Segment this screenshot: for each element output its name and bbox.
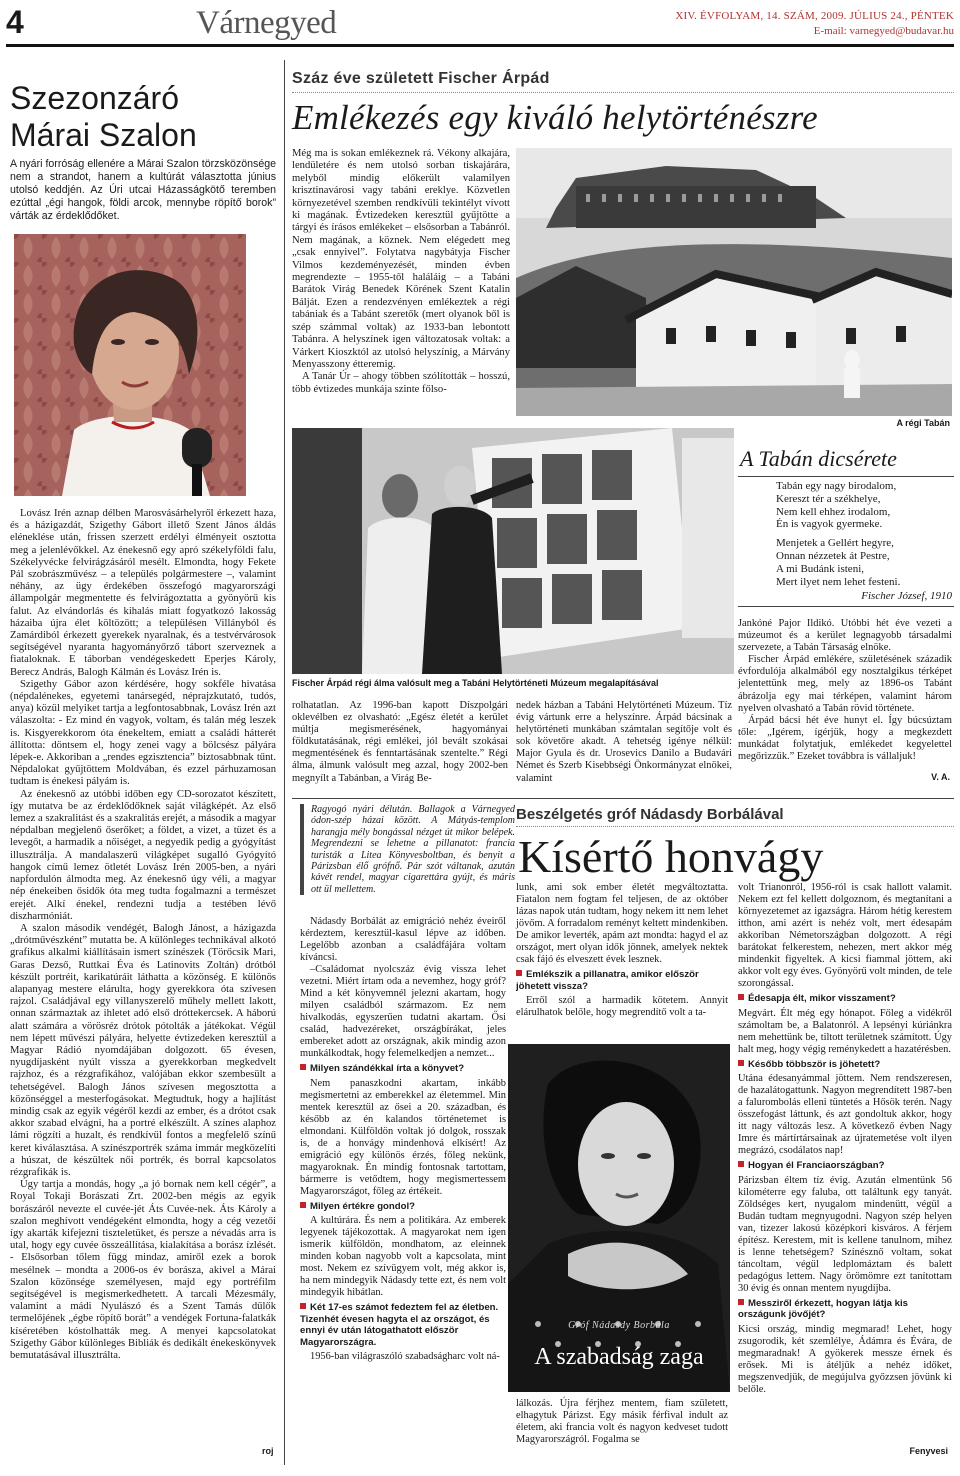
question-marker-icon bbox=[738, 1299, 744, 1305]
bottom-kicker-rule bbox=[516, 826, 954, 827]
bottom-col1-para: 1956-ban világraszóló szabadságharc volt ná- bbox=[310, 1351, 500, 1362]
bottom-col1-para: –Családomat nyolcszáz évig vissza lehet vezetni. Miért írtam oda a nevemhez, hogy gróf? Mind a két könyvemnél jelezni akartam, hogy milyen családból származom. Ez nem hivalkodás, egyszerűen tudatni akartam. Ősi család, hadvezéreket, országbírákat, jeles embereket adott az országnak, akik mindig azon munkálkodtak, hogy felemelkedjen a nemzet... bbox=[300, 964, 506, 1059]
bottom-col3-question bbox=[738, 1059, 952, 1071]
old-taban-caption: A régi Tabán bbox=[896, 418, 950, 428]
top-kicker: Száz éve született Fischer Árpád bbox=[292, 70, 550, 87]
top-col1-para1: Még ma is sokan emlékeznek rá. Vékony alkajára, lendületére és nem utolsó sorban tiskajárára, melyből mindig előkerült valamilyen krisztinavárosi vagy tabáni ereklye. Közvetlen környezetével szemben rendkívüli tekintélyt vívott ki magának. Évtizedeken keresztül gyűjtötte a tárgyi és írásos emlékeket – elsősorban a Tabánról. Nem magának, a köznek. Nem elégedett meg „csak ennyivel”. Folytatva nagybátyja Fischer Vilmos kezdeményezését, minden évben megrendezte – 1955-től haláláig – a Tabáni Barátok Virág Benedek Körének Szent Katalin Bálját. Ezen a rendezvényen emlékeztek a régi tabániak és a Tabánt szeretők (mert olyanok ből is szép számmal voltak) az 1933-ban lebontott Tabánra. A helyszínek igen változatosak voltak: a Várkert Kioszktól az utolsó helyszínig, a Márvány Menyasszony étteremig. bbox=[292, 148, 510, 370]
question-marker-icon bbox=[738, 994, 744, 1000]
top-right-para2: Fischer Árpád emlékére, születésének századik évfordulója alkalmából egy nosztalgikus térképet jelentettünk meg, mely az 1896-os Tabánt ábrázolja egy mai térképen, valamint három nyelven olvasható a Tabán rövid története. bbox=[738, 654, 952, 714]
bottom-col1-question bbox=[300, 1063, 506, 1075]
question-text: Emlékszik a pillanatra, amikor először jöhetett vissza? bbox=[516, 969, 699, 992]
poem-line: Onnan nézzetek át Pestre, bbox=[776, 549, 890, 562]
poem-rule bbox=[738, 476, 954, 477]
intro-box bbox=[300, 804, 515, 895]
bottom-col3-question bbox=[738, 1298, 952, 1321]
top-bottom-col1: rolhatatlan. Az 1996-ban kapott Díszpolgári oklevélben ez olvasható: „Egész életét a kerület múltja megismerésének, hagyományai földkutatásának, régi emlékei, jól bevált szokásai megmentésének és fenntartásának szentelte.” Régi álma, álmunk valósult meg azzal, hogy 2002-ben megnyílt a Tabánban, a Virág Be- bbox=[292, 700, 508, 784]
bottom-col3-para: Kicsi ország, mindig megmarad! Lehet, hogy zsugorodik, két szemlélye, Ádámra és Évára, de megmaradnak! A gyökerek messze érnek és erősek. Mi is átéljük a nehéz időket, megszenvedjük, de megújulva győzzsen jövünk ki belőle. bbox=[738, 1323, 952, 1395]
bottom-col1-question bbox=[300, 1201, 506, 1213]
left-body-para4: A szalon második vendégét, Balogh Jánost, a házigazda „drótművészként” mutatta be. A különleges technikával alkotó grafikus alkalmi kiállításain ismert színészek (Törőcsik Mari, Garas Dezső, Ruttkai Éva és Latinovits Zoltán) drótból készült portréit, karikatúráit láthatta a közönség. E különös alapanyag mestere elárulta, hogy gyerekkora óta szívesen rajzol. Családjával egy villanyszerelő műhely mellett lakott, onnan származtak az ihletet adó első dróttekercsek. A háború alatt számára a vörösréz drótok pótolták a játékokat. Végül nem lépett művészi pályára, helyette évtizedeken keresztül a Magyar Rádió nyomdájában dolgozott. 65 évesen, nyugdíjasként nyúlt vissza a gyerekkorban megkedvelt rajzhoz, és a rézgrafikához, valójában ekkor szembesült a tehetségével. Balogh János szívesen megosztotta a közönséggel a mesterfogásokat. Megtudtuk, hogy a hajlítást mindig csak az egyik végéről kezdi az ember, és a drótot csak akkor szabad elvágni, ha a portré elkészült. A színes alaphoz lámi rögzíti a huzalt, és rendkívül fontos a megfelelő színű keret kiválasztása. A színészportrék száma immár megközelíti a húszat, de készültek női portrék, és borral kapcsolatos rézgrafikák is. bbox=[10, 922, 276, 1178]
bottom-col1-para: Nádasdy Borbálát az emigráció nehéz éveiről kérdeztem, keresztül-kasul lépve az időben. Legelőbb azonban a családfájára voltam kíváncsi. bbox=[300, 916, 506, 963]
question-marker-icon bbox=[300, 1202, 306, 1208]
poem-author: Fischer József, 1910 bbox=[861, 590, 952, 602]
question-text: Milyen értékre gondol? bbox=[310, 1200, 416, 1212]
top-bottom-col2: nedek házban a Tabáni Helytörténeti Múzeum. Tíz évig vártunk erre a helyszínre. Árpád bácsinak a helytörténeti munkában számtalan segítője volt és sok követőre akadt. A tehetség igénye nélkül: Major Gyula és dr. Urosevics Danilo a Budavári Német és Szerb Kisebbségi Önkormányzat elnökei, valamint bbox=[516, 700, 732, 784]
email-info: E-mail: varnegyed@budavar.hu bbox=[813, 25, 954, 37]
bottom-col1-para: A kultúrára. És nem a politikára. Az emberek legyenek tájékozottak. A magyarokat nem igen ismerik külföldön, mondhatom, az eleinnek minden koban nagyobb volt a kapcsolata, mint most. Nekem ez szívügyem volt, még akkor is, ha nem mindegyik Nádasdy tette ezt, és nem volt mindegyik hibátlan. bbox=[300, 1215, 506, 1298]
poem-title: A Tabán dicsérete bbox=[740, 446, 897, 471]
museum-illustration bbox=[292, 428, 734, 674]
bottom-col1-para: Nem panaszkodni akartam, inkább megismertetni az emberekkel az életemmel. Min mentek keresztül az ősei a 20. században, és később az én kalandos történetemet is elmondani. Külföldön voltak jó dolgok, rosszak is, de a honvágy mindenhová elkísért! Az emigráció egy különös érzés, főleg nekünk, magyaroknak. Én mindig fontosnak tartottam, bármerre is vetődtem, hogy megismertessem Magyarországot, főleg az értékeit. bbox=[300, 1077, 506, 1197]
top-right-col bbox=[738, 618, 952, 763]
singer-photo-illustration bbox=[14, 234, 246, 496]
intro-box-text: Ragyogó nyári délután. Ballagok a Várnegyed ódon-szép házai között. A Mátyás-templom harangja mély bongással nézget út mikor belépek. Megrendezni se lehetne a pillanatot: francia turisták a Litea Könyvesboltban, és benyit a Párizsban élő grófnő. Pár szót váltanak, azután kávét rendel, magyar cigarettára gyújt, és máris ott ül mellettem. bbox=[311, 804, 515, 895]
poem-line: Nem kell ehhez irodalom, bbox=[776, 505, 891, 518]
bottom-col2-bottom: lálkozás. Újra férjhez mentem, fiam született, elhagytuk Párizst. Egy másik férfival indult az életem, aki francia volt és nagyon kedveset tudott Magyarországról. Fogalma se bbox=[516, 1398, 728, 1445]
bottom-col2-para: Erről szól a harmadik kötetem. Annyit elárulhatok belőle, hogy megrendítő volt a ta- bbox=[516, 995, 728, 1018]
left-body-para2: Szigethy Gábor azon kérdésére, hogy sokféle hivatása (népdalénekes, egyetemi tanársegéd, néprajzkutató, tudós, anya) közül melyiket tartja a legfontosabbnak, Lovász Irén azt válaszolta: - Ez mind én vagyok, voltam, és talán még leszek is. Kisgyerekkorom óta énekeltem, emiatt a családi hátterét állította: döntsem el, hogy zenei vagy a bölcsész pályára lépek-e. Akkoriban a „rendes egzisztencia” biztosabbnak tűnt. Népdalokat gyűjtöttem Moldvában, és ezzel párhuzamosan tudtam is énekesi pályám is. bbox=[10, 678, 276, 788]
question-marker-icon bbox=[516, 970, 522, 976]
top-col1 bbox=[292, 148, 510, 396]
poem bbox=[776, 480, 954, 588]
bottom-signature: Fenyvesi bbox=[909, 1446, 948, 1456]
poem-line: Menjetek a Gellért hegyre, bbox=[776, 537, 894, 550]
left-body-para5: Úgy tartja a mondás, hogy „a jó bornak nem kell cégér”, a Royal Tokaji Borászati Zrt. 2002-ben mégis az egyik borászáról nevezte el cuvée-jét Áts Cuvée-nek. Áts Károly a szalon meghívott vendégeként elmondta, hogy a cég vezetői így akarták kifejezni tiszteletüket, és persze a névadás arra is utal, hogy egy cuvée összeállítása, kialakítása a borász ízlését. - Elsősorban tőlem függ mindaz, amiről ezek a borok mesélnek – mondta a 2006-os év borásza, akivel a Márai Szalon közönsége személyesen, majd egy portréfilm segítségével is megismerkedhetett. A tarcali Mézesmály, valamint a mádi Nyulászó és a Szent Tamás dűlők termelőjének „égbe röpítő borát” a vendégek Fortuna-falatkák kíséretében kóstolhatták meg. A menyei kapcsolatokat Szigethy Gábor különleges Bibliák és dedikált énekeskönyvek bemutatásával illusztrálta. bbox=[10, 1179, 276, 1362]
question-marker-icon bbox=[300, 1303, 306, 1309]
old-taban-illustration bbox=[516, 148, 952, 416]
book-cover-illustration bbox=[508, 1044, 730, 1392]
left-body-para3: Az énekesnő az utóbbi időben egy CD-sorozatot készített, így mutatva be az érdeklődőknek saját világképét. Az első lemez a szakralitást és a szakralitás erejét, a második a magyar népdalban megjelenő őserőket; a földet, a vizet, a tüzet és a levegőt, a harmadik a nőiséget, a negyedik pedig a gyógyítást illusztrálja. A mandalaszerű világképet sugalló Gyógyító hangok című lemez ötletét Lovász Irén 2005-ben, a nyári napfordulón álmodta meg. Az énekesnő úgy véli, a magyar nép énekeiben ősidők óta meg tudta fogalmazni a természet erejét. Alkí énekel, rendezni tudja a testében lévő diszharmóniát. bbox=[10, 788, 276, 922]
poem-line: Én is vagyok gyermeke. bbox=[776, 518, 883, 531]
bottom-col3-para: Párizsban éltem tíz évig. Azután elmentünk 56 kilométerre egy faluba, ott találtunk egy tanyát. Zöldséges kert, nyugalom mindenütt, végül a Budán tudtam megnyugodni. Nagyon szép helyen van, tizezer lakosú középkori kisváros. A férjem építész. Kerestem, mit is kellene tanulnom, mihez is lenne tehetségem? Színésznő voltam, sokat táncoltam, végül ledplomáztam és balett pedagógus lettem. Nagy örömömre ezt tanítottam 30 évig és onnan mentem nyugdíjba. bbox=[738, 1174, 952, 1294]
header-rule bbox=[6, 44, 954, 47]
question-text: Később többször is jöhetett? bbox=[748, 1058, 881, 1070]
museum-photo bbox=[292, 428, 734, 674]
old-taban-photo bbox=[516, 148, 952, 416]
book-title: A szabadság zaga bbox=[534, 1344, 704, 1370]
poem-line: Kereszt tér a székhelye, bbox=[776, 492, 881, 505]
museum-caption: Fischer Árpád régi álma valósult meg a Tabáni Helytörténeti Múzeum megalapításával bbox=[292, 678, 659, 688]
bottom-col3 bbox=[738, 882, 952, 1396]
top-headline: Emlékezés egy kiváló helytörténészre bbox=[292, 98, 818, 137]
question-marker-icon bbox=[300, 1064, 306, 1070]
bottom-col2-top bbox=[516, 882, 728, 1019]
left-title bbox=[10, 80, 280, 154]
bottom-col2-question bbox=[516, 969, 728, 992]
bottom-col3-question bbox=[738, 1160, 952, 1172]
left-body-para1: Lovász Irén aznap délben Marosvásárhelyről érkezett haza, és a házigazdát, Szigethy Gábort illető Szent János áldás eléneklése után, frissen szerzett erdélyi élményeit osztotta meg a jelenlévőkkel. Az énekesnő egy apró székelyföldi falu, Székelyvécke felvirágzásáról mesélt. Elmondta, hogy Fekete Pál szobrászművész – a település polgármestere –, valamint néhány, az ügy érdekében összefogó magyarországi állampolgár megmentette és felvirágoztatta a gyönyörű kis falut. Az elvándorlás és kihalás miatt fogyatkozó lakosság házaiba újra élet költözött; a településen Villányból és Zamárdiból érkezett gyerekek nyaralnak, és a testvérvárosok segítségével nyaranta hagyományőrző tábort szerveznek a fiataloknak. E táborban vendégeskedett Eperjes Károly, Berecz András, Balogh Kálmán és Lovász Irén is. bbox=[10, 508, 276, 678]
singer-photo bbox=[14, 234, 246, 496]
poem-line: Tabán egy nagy birodalom, bbox=[776, 480, 897, 492]
question-marker-icon bbox=[738, 1060, 744, 1066]
left-body bbox=[10, 508, 276, 1362]
left-title-line2: Márai Szalon bbox=[10, 117, 197, 153]
question-text: Milyen szándékkal írta a könyvet? bbox=[310, 1063, 465, 1074]
top-right-para1: Jankóné Pajor Ildikó. Utóbbi hét éve vezeti a múzeumot és a kerület legnagyobb társadalmi szervezete, a Tabán Társaság elnöke. bbox=[738, 618, 952, 654]
top-right-signature: V. A. bbox=[931, 772, 950, 782]
question-text: Két 17-es számot fedeztem fel az életben. Tizenhét évesen hagyta el az országot, és ennyi év után látogathatott először Magyarországra. bbox=[300, 1302, 499, 1348]
column-divider bbox=[284, 60, 285, 1465]
question-marker-icon bbox=[738, 1161, 744, 1167]
poem-bottom-rule bbox=[738, 606, 954, 607]
bottom-col1 bbox=[300, 916, 506, 1363]
kicker-dotted-rule bbox=[292, 92, 954, 93]
bottom-kicker: Beszélgetés gróf Nádasdy Borbálával bbox=[516, 806, 784, 823]
section-divider bbox=[292, 798, 954, 799]
page-number: 4 bbox=[6, 4, 24, 40]
poem-line: Mert ilyet nem lehet festeni. bbox=[776, 575, 901, 588]
issue-info: XIV. ÉVFOLYAM, 14. SZÁM, 2009. JÚLIUS 24., PÉNTEK bbox=[675, 10, 954, 22]
left-title-line1: Szezonzáró bbox=[10, 80, 179, 116]
bottom-col3-question bbox=[738, 993, 952, 1005]
top-right-para3: Árpád bácsi hét éve hunyt el. Így búcsúztam tőle: „Igérem, ígérjük, hogy a megkezdett munkádat folytatjuk, emlékedet kegyelettel megőrizzük.” Ezeket továbbra is vállaljuk! bbox=[738, 714, 952, 763]
book-author: Gróf Nádasdy Borbála bbox=[568, 1320, 670, 1331]
poem-line: A mi Budánk isteni, bbox=[776, 562, 864, 575]
book-cover bbox=[508, 1044, 730, 1392]
masthead-title: Várnegyed bbox=[196, 5, 337, 41]
question-text: Hogyan él Franciaországban? bbox=[748, 1160, 885, 1171]
left-signature: roj bbox=[262, 1446, 274, 1456]
left-lead: A nyári forróság ellenére a Márai Szalon törzsközönsége nem a strandot, hanem a kultúrát választotta június utolsó keddjén. Az Úri utcai Házasságkötő teremben ezúttal „égi hangok, földi arcok, mennybe röpítő borok” várták az érdeklődőket. bbox=[10, 158, 276, 222]
bottom-headline: Kísértő honvágy bbox=[518, 831, 824, 882]
question-text: Édesapja élt, mikor visszament? bbox=[748, 993, 896, 1004]
bottom-col3-para: Megvárt. Élt még egy hónapot. Főleg a vidékről számoltam be, a Balatonról. A lepsényi kúriánkra nem mehettünk be, tiltott területnek számított. Úgy halt meg, hogy végig reménykedett a hazatérésben. bbox=[738, 1007, 952, 1055]
question-text: Messziről érkezett, hogyan látja kis országunk jövőjét? bbox=[738, 1297, 908, 1320]
bottom-col3-para: Utána édesanyámmal jöttem. Nem rendszeresen, de hazalátogattunk. Nagyon megrendített 1987-ben a falurombolás elleni tüntetés a Hősök terén. Nagy összefogást láttunk, és azt gondoltuk akkor, hogy itt nagy változás lesz. A következő évben Nagy Imre és mártírtársainak az újratemetése volt ilyen megrázó, csodálatos nap! bbox=[738, 1073, 952, 1156]
top-col1-para2: A Tanár Úr – ahogy többen szólították – hosszú, több évtizedes munkája szinte főlso- bbox=[292, 371, 510, 395]
bottom-col2-para: lunk, ami sok ember életét megváltoztatta. Fiatalon nem fogtam fel teljesen, de az október lázas napok után tudtam, hogy nekem itt nem lehet jövőm. A forradalom reményt keltett mindenkiben. De amikor leverték, apám azt mondta: hagyd el az országot, mert olyan idők jönnek, amelyek nektek csak fájó és elveszett évek lesznek. bbox=[516, 882, 728, 965]
bottom-col3-para: volt Trianonról, 1956-ról is csak hallott valamit. Nekem ezt fel kellett dolgoznom, és megtanítani a környezetemet az igazságra. Három hétig kerestem itthon, ami azért is nehéz volt, mert édesapám akkoriban Németországban dolgozott. A régi barátokat felkerestem, nehezen, mert akkor még mindenkit figyeltek. A kicsi fiammal jöttem, aki akkor volt egy éves. Gyönyörű volt minden, de tele szorongással. bbox=[738, 882, 952, 989]
bottom-col1-question bbox=[300, 1302, 506, 1348]
